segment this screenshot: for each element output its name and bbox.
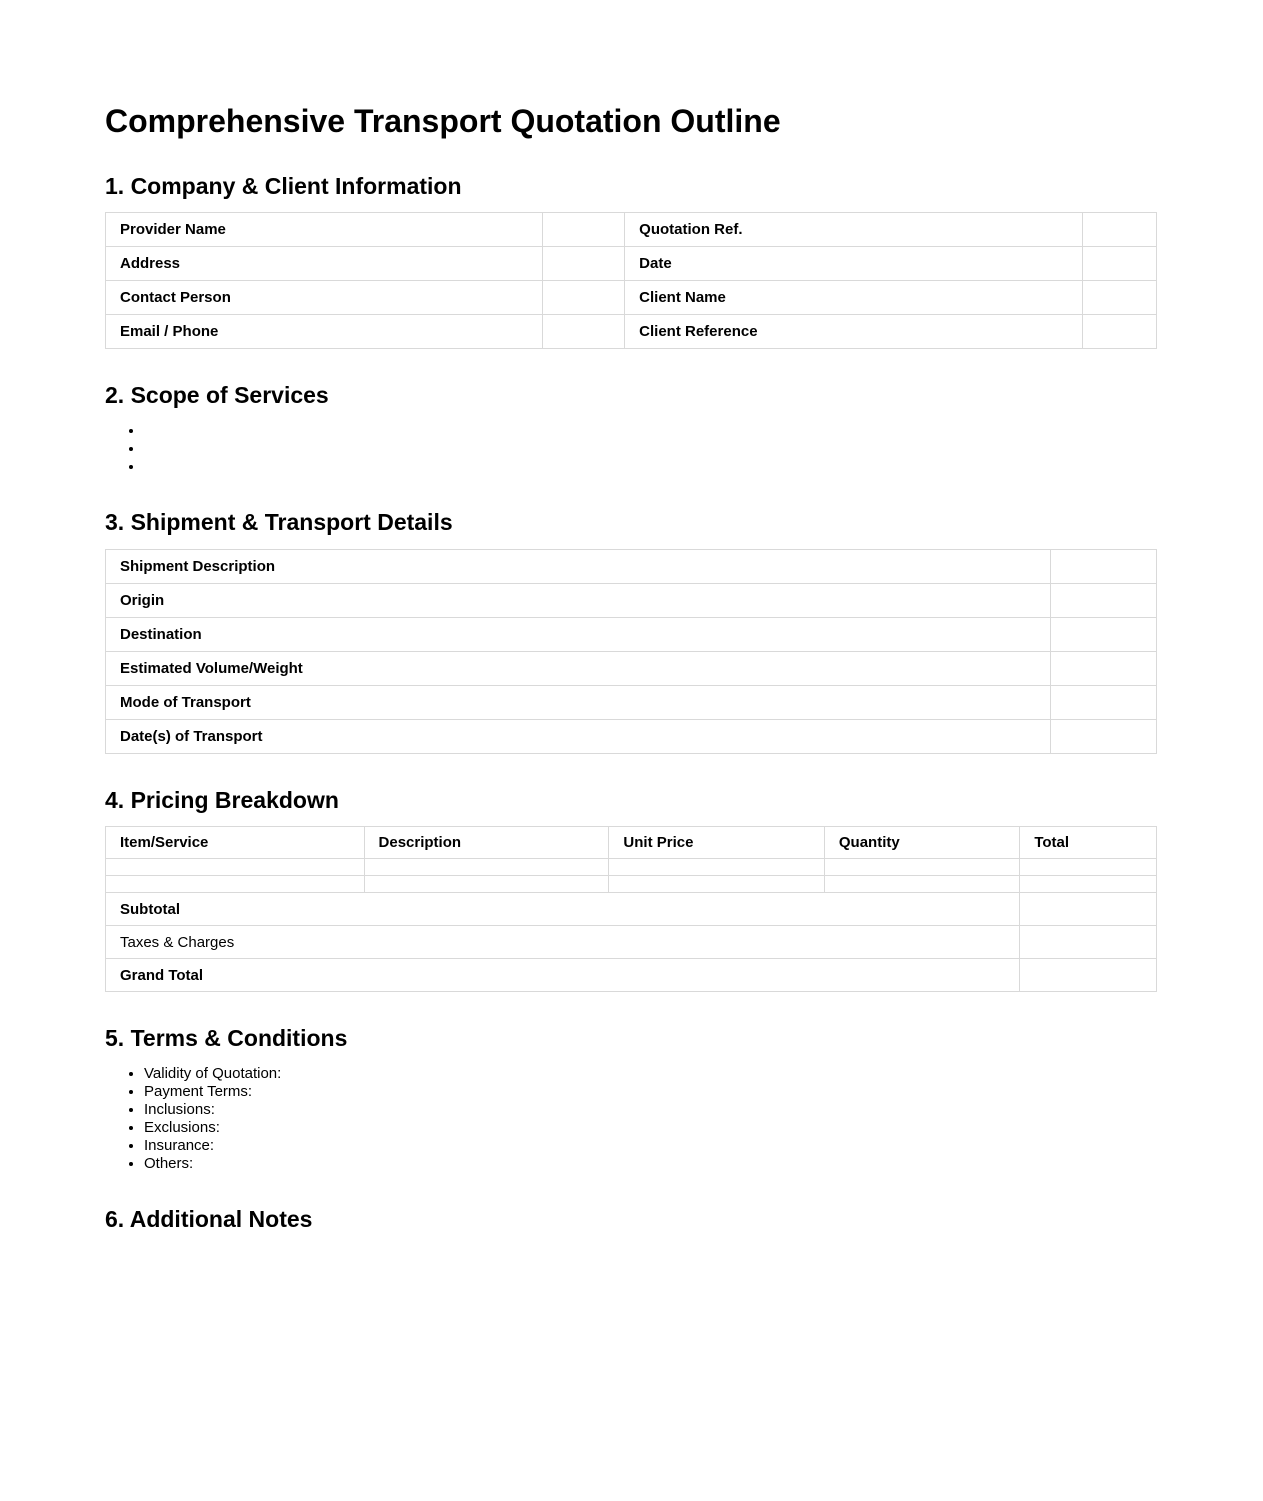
column-header: Item/Service: [106, 827, 365, 859]
value-cell: [1083, 315, 1157, 349]
table-row: [106, 617, 1157, 651]
label-cell: Client Reference: [625, 315, 1083, 349]
label-cell: Provider Name: [106, 213, 543, 247]
bullet-item: • Others:: [144, 1155, 1157, 1173]
label-cell: Date(s) of Transport: [106, 719, 1051, 753]
empty-cell: [106, 876, 365, 893]
table-row: [106, 315, 1157, 349]
taxes-charges-row: [106, 926, 1157, 959]
bullet-item: • Exclusions:: [144, 1119, 1157, 1137]
empty-cell: [824, 859, 1019, 876]
table-header-row: [106, 827, 1157, 859]
empty-cell: [609, 876, 824, 893]
table-row: [106, 685, 1157, 719]
label-cell: Origin: [106, 583, 1051, 617]
label-cell: Email / Phone: [106, 315, 543, 349]
bullet-item: • Validity of Quotation:: [144, 1065, 1157, 1083]
label-cell: Contact Person: [106, 281, 543, 315]
label-cell: Date: [625, 247, 1083, 281]
table-row: [106, 876, 1157, 893]
section-additional-notes: [105, 1206, 1157, 1234]
empty-cell: [364, 859, 609, 876]
value-cell: [1083, 247, 1157, 281]
table-row: [106, 651, 1157, 685]
label-cell: Quotation Ref.: [625, 213, 1083, 247]
table-row: [106, 549, 1157, 583]
value-cell: [543, 281, 625, 315]
terms-bullet-list: [105, 1065, 1157, 1173]
section-heading-pricing: 4. Pricing Breakdown: [105, 786, 339, 813]
table-row: [106, 583, 1157, 617]
section-heading-scope: 2. Scope of Services: [105, 382, 329, 409]
value-cell: [1050, 685, 1156, 719]
section-terms: [105, 1025, 1157, 1173]
label-cell: Taxes & Charges: [106, 926, 1020, 959]
grand-total-row: [106, 959, 1157, 992]
empty-cell: [824, 876, 1019, 893]
column-header: Description: [364, 827, 609, 859]
pricing-table: [105, 826, 1157, 992]
section-pricing: [105, 787, 1157, 993]
table-row: [106, 859, 1157, 876]
bullet-item: [144, 458, 1157, 476]
section-heading-additional-notes: 6. Additional Notes: [105, 1205, 313, 1232]
label-cell: Destination: [106, 617, 1051, 651]
bullet-item: • Inclusions:: [144, 1101, 1157, 1119]
table-row: [106, 213, 1157, 247]
value-cell: [1083, 213, 1157, 247]
empty-cell: [609, 859, 824, 876]
label-cell: Address: [106, 247, 543, 281]
section-heading-shipment: 3. Shipment & Transport Details: [105, 508, 453, 535]
bullet-item: • Insurance:: [144, 1137, 1157, 1155]
column-header: Total: [1020, 827, 1157, 859]
table-row: [106, 719, 1157, 753]
empty-cell: [1020, 876, 1157, 893]
section-shipment: [105, 509, 1157, 754]
value-cell: [1050, 719, 1156, 753]
empty-cell: [106, 859, 365, 876]
bullet-item: [144, 440, 1157, 458]
label-cell: Subtotal: [106, 893, 1020, 926]
label-cell: Client Name: [625, 281, 1083, 315]
label-cell: Estimated Volume/Weight: [106, 651, 1051, 685]
label-cell: Mode of Transport: [106, 685, 1051, 719]
company-client-table: [105, 212, 1157, 349]
value-cell: [543, 213, 625, 247]
value-cell: [1020, 959, 1157, 992]
value-cell: [1020, 893, 1157, 926]
value-cell: [1050, 549, 1156, 583]
column-header: Unit Price: [609, 827, 824, 859]
value-cell: [1050, 617, 1156, 651]
table-row: [106, 247, 1157, 281]
section-scope: [105, 382, 1157, 476]
table-row: [106, 281, 1157, 315]
section-heading-company-client: 1. Company & Client Information: [105, 172, 462, 199]
value-cell: [1050, 651, 1156, 685]
empty-cell: [364, 876, 609, 893]
bullet-item: • Payment Terms:: [144, 1083, 1157, 1101]
subtotal-row: [106, 893, 1157, 926]
value-cell: [543, 315, 625, 349]
empty-cell: [1020, 859, 1157, 876]
value-cell: [1083, 281, 1157, 315]
section-company-client: [105, 173, 1157, 350]
value-cell: [1050, 583, 1156, 617]
bullet-item: [144, 422, 1157, 440]
page-title: Comprehensive Transport Quotation Outline: [105, 103, 781, 139]
scope-bullet-list: [105, 422, 1157, 476]
column-header: Quantity: [824, 827, 1019, 859]
value-cell: [1020, 926, 1157, 959]
section-heading-terms: 5. Terms & Conditions: [105, 1025, 348, 1052]
label-cell: Grand Total: [106, 959, 1020, 992]
value-cell: [543, 247, 625, 281]
label-cell: Shipment Description: [106, 549, 1051, 583]
shipment-table: [105, 549, 1157, 754]
